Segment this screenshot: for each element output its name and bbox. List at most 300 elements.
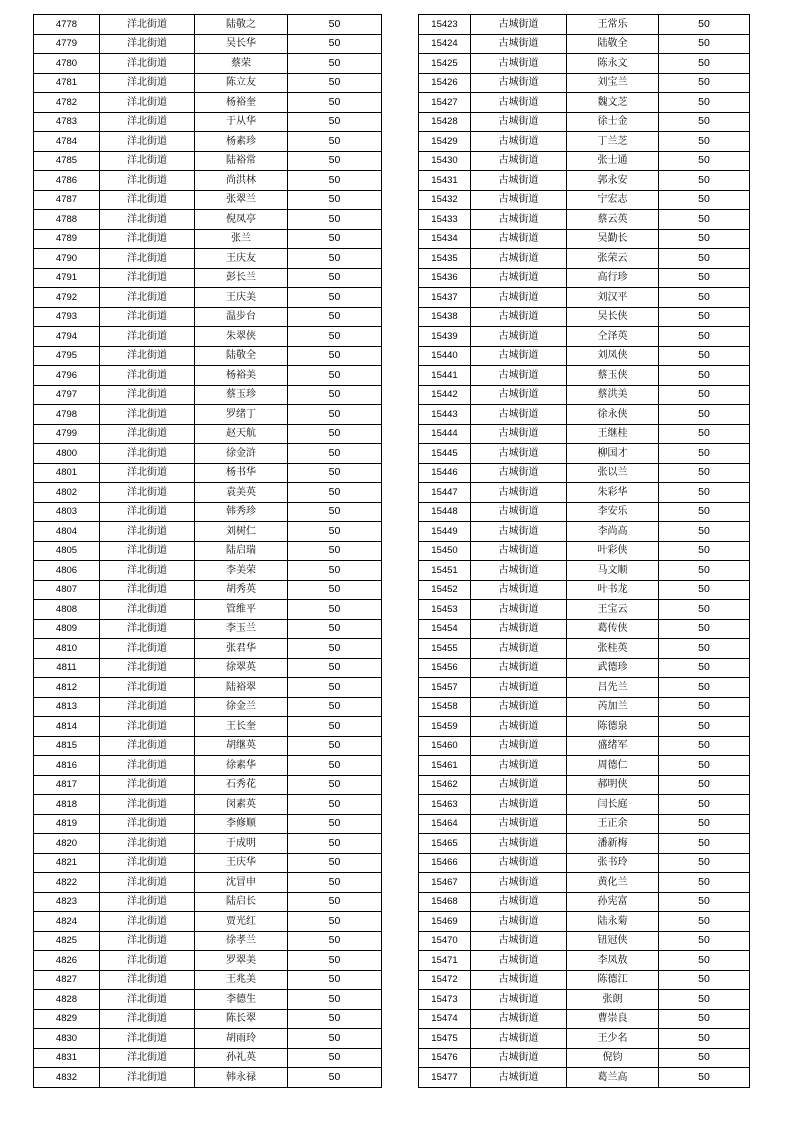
- cell-name: 蔡玉侠: [567, 366, 659, 386]
- cell-number: 15467: [419, 873, 471, 893]
- table-row: [419, 541, 750, 561]
- cell-street: 洋北街道: [100, 385, 195, 405]
- cell-street: 洋北街道: [100, 346, 195, 366]
- table-row: [34, 834, 382, 854]
- cell-amount: 50: [659, 931, 750, 951]
- cell-amount: 50: [659, 1009, 750, 1029]
- cell-number: 4791: [34, 268, 100, 288]
- cell-amount: 50: [659, 463, 750, 483]
- table-row: [419, 366, 750, 386]
- cell-number: 15458: [419, 697, 471, 717]
- cell-street: 洋北街道: [100, 190, 195, 210]
- table-row: [419, 54, 750, 74]
- cell-street: 古城街道: [471, 1029, 567, 1049]
- cell-number: 15440: [419, 346, 471, 366]
- table-row: [34, 853, 382, 873]
- cell-amount: 50: [659, 541, 750, 561]
- cell-name: 王庆友: [195, 249, 288, 269]
- cell-street: 洋北街道: [100, 34, 195, 54]
- cell-street: 洋北街道: [100, 756, 195, 776]
- cell-street: 古城街道: [471, 1009, 567, 1029]
- cell-amount: 50: [288, 697, 382, 717]
- table-row: [34, 756, 382, 776]
- cell-street: 古城街道: [471, 346, 567, 366]
- table-row: [34, 405, 382, 425]
- cell-amount: 50: [288, 814, 382, 834]
- cell-number: 4832: [34, 1068, 100, 1088]
- cell-street: 古城街道: [471, 463, 567, 483]
- cell-name: 陈长翠: [195, 1009, 288, 1029]
- cell-name: 陈立友: [195, 73, 288, 93]
- cell-number: 15461: [419, 756, 471, 776]
- cell-name: 李修顺: [195, 814, 288, 834]
- cell-amount: 50: [288, 1029, 382, 1049]
- cell-number: 4815: [34, 736, 100, 756]
- cell-street: 洋北街道: [100, 717, 195, 737]
- cell-amount: 50: [659, 307, 750, 327]
- cell-street: 洋北街道: [100, 1068, 195, 1088]
- table-row: [419, 756, 750, 776]
- cell-number: 15441: [419, 366, 471, 386]
- cell-number: 4805: [34, 541, 100, 561]
- table-row: [34, 580, 382, 600]
- table-row: [419, 151, 750, 171]
- cell-street: 洋北街道: [100, 1048, 195, 1068]
- cell-amount: 50: [659, 93, 750, 113]
- cell-street: 洋北街道: [100, 112, 195, 132]
- cell-street: 古城街道: [471, 951, 567, 971]
- cell-amount: 50: [659, 112, 750, 132]
- cell-street: 古城街道: [471, 834, 567, 854]
- cell-name: 李德生: [195, 990, 288, 1010]
- cell-amount: 50: [288, 171, 382, 191]
- cell-name: 武德珍: [567, 658, 659, 678]
- cell-number: 15447: [419, 483, 471, 503]
- cell-amount: 50: [659, 619, 750, 639]
- cell-number: 4828: [34, 990, 100, 1010]
- cell-amount: 50: [659, 814, 750, 834]
- table-row: [34, 483, 382, 503]
- cell-number: 4793: [34, 307, 100, 327]
- table-row: [34, 210, 382, 230]
- cell-number: 15457: [419, 678, 471, 698]
- table-row: [34, 366, 382, 386]
- cell-street: 古城街道: [471, 151, 567, 171]
- cell-street: 洋北街道: [100, 268, 195, 288]
- table-row: [34, 951, 382, 971]
- cell-number: 15434: [419, 229, 471, 249]
- cell-street: 洋北街道: [100, 444, 195, 464]
- cell-number: 4808: [34, 600, 100, 620]
- cell-amount: 50: [288, 405, 382, 425]
- table-row: [34, 1068, 382, 1088]
- cell-name: 朱彩华: [567, 483, 659, 503]
- table-row: [34, 444, 382, 464]
- cell-name: 温步台: [195, 307, 288, 327]
- cell-amount: 50: [288, 951, 382, 971]
- table-row: [34, 775, 382, 795]
- cell-street: 洋北街道: [100, 171, 195, 191]
- cell-amount: 50: [288, 190, 382, 210]
- cell-amount: 50: [288, 678, 382, 698]
- cell-name: 徐金浒: [195, 444, 288, 464]
- table-row: [419, 990, 750, 1010]
- table-row: [34, 424, 382, 444]
- cell-name: 芮加兰: [567, 697, 659, 717]
- cell-number: 15450: [419, 541, 471, 561]
- cell-name: 张以兰: [567, 463, 659, 483]
- cell-street: 古城街道: [471, 619, 567, 639]
- cell-amount: 50: [288, 912, 382, 932]
- cell-number: 4780: [34, 54, 100, 74]
- cell-name: 孙宪富: [567, 892, 659, 912]
- cell-number: 15453: [419, 600, 471, 620]
- cell-name: 胡秀英: [195, 580, 288, 600]
- cell-amount: 50: [288, 834, 382, 854]
- cell-number: 4795: [34, 346, 100, 366]
- cell-amount: 50: [659, 268, 750, 288]
- cell-number: 15451: [419, 561, 471, 581]
- cell-name: 袁美英: [195, 483, 288, 503]
- cell-amount: 50: [288, 444, 382, 464]
- cell-name: 葛兰高: [567, 1068, 659, 1088]
- cell-number: 15468: [419, 892, 471, 912]
- cell-number: 15423: [419, 15, 471, 35]
- cell-street: 古城街道: [471, 1068, 567, 1088]
- cell-name: 王宝云: [567, 600, 659, 620]
- table-row: [419, 112, 750, 132]
- cell-number: 15452: [419, 580, 471, 600]
- cell-street: 洋北街道: [100, 463, 195, 483]
- cell-street: 古城街道: [471, 561, 567, 581]
- cell-name: 胡继英: [195, 736, 288, 756]
- cell-number: 4801: [34, 463, 100, 483]
- table-row: [419, 639, 750, 659]
- cell-amount: 50: [659, 600, 750, 620]
- cell-number: 15476: [419, 1048, 471, 1068]
- cell-street: 古城街道: [471, 210, 567, 230]
- cell-street: 洋北街道: [100, 132, 195, 152]
- cell-name: 吕先兰: [567, 678, 659, 698]
- cell-name: 陈永文: [567, 54, 659, 74]
- cell-amount: 50: [659, 561, 750, 581]
- cell-number: 4807: [34, 580, 100, 600]
- cell-name: 叶书龙: [567, 580, 659, 600]
- cell-number: 15469: [419, 912, 471, 932]
- cell-amount: 50: [288, 249, 382, 269]
- cell-amount: 50: [659, 54, 750, 74]
- cell-street: 洋北街道: [100, 366, 195, 386]
- cell-amount: 50: [288, 619, 382, 639]
- cell-amount: 50: [288, 580, 382, 600]
- table-row: [419, 600, 750, 620]
- cell-number: 4819: [34, 814, 100, 834]
- cell-name: 陆启瑞: [195, 541, 288, 561]
- cell-amount: 50: [288, 639, 382, 659]
- cell-number: 4802: [34, 483, 100, 503]
- cell-name: 王常乐: [567, 15, 659, 35]
- cell-number: 4803: [34, 502, 100, 522]
- table-row: [34, 619, 382, 639]
- cell-street: 古城街道: [471, 385, 567, 405]
- cell-name: 李安乐: [567, 502, 659, 522]
- cell-name: 孙礼英: [195, 1048, 288, 1068]
- cell-amount: 50: [288, 73, 382, 93]
- cell-amount: 50: [288, 717, 382, 737]
- cell-number: 4787: [34, 190, 100, 210]
- cell-name: 张君华: [195, 639, 288, 659]
- table-row: [419, 795, 750, 815]
- cell-name: 闵素英: [195, 795, 288, 815]
- cell-amount: 50: [288, 561, 382, 581]
- table-row: [419, 171, 750, 191]
- table-row: [419, 34, 750, 54]
- cell-number: 4814: [34, 717, 100, 737]
- cell-amount: 50: [659, 73, 750, 93]
- cell-number: 4798: [34, 405, 100, 425]
- cell-street: 古城街道: [471, 483, 567, 503]
- cell-number: 15424: [419, 34, 471, 54]
- cell-name: 仝泽英: [567, 327, 659, 347]
- cell-amount: 50: [288, 522, 382, 542]
- cell-amount: 50: [288, 54, 382, 74]
- cell-name: 陆敬之: [195, 15, 288, 35]
- cell-number: 4826: [34, 951, 100, 971]
- cell-name: 杨裕美: [195, 366, 288, 386]
- cell-name: 李美荣: [195, 561, 288, 581]
- cell-number: 4794: [34, 327, 100, 347]
- cell-number: 4812: [34, 678, 100, 698]
- cell-amount: 50: [659, 697, 750, 717]
- cell-street: 古城街道: [471, 112, 567, 132]
- cell-name: 陆启长: [195, 892, 288, 912]
- cell-number: 15435: [419, 249, 471, 269]
- cell-number: 15470: [419, 931, 471, 951]
- table-row: [419, 210, 750, 230]
- cell-name: 马文顺: [567, 561, 659, 581]
- cell-street: 古城街道: [471, 912, 567, 932]
- cell-street: 洋北街道: [100, 307, 195, 327]
- cell-number: 15436: [419, 268, 471, 288]
- cell-street: 古城街道: [471, 580, 567, 600]
- cell-amount: 50: [659, 249, 750, 269]
- cell-number: 15455: [419, 639, 471, 659]
- right-roster-table: [418, 14, 750, 1088]
- cell-number: 15428: [419, 112, 471, 132]
- table-row: [34, 541, 382, 561]
- cell-street: 洋北街道: [100, 736, 195, 756]
- cell-name: 罗翠美: [195, 951, 288, 971]
- table-row: [34, 600, 382, 620]
- cell-name: 李凤敖: [567, 951, 659, 971]
- table-row: [34, 970, 382, 990]
- cell-amount: 50: [288, 15, 382, 35]
- cell-name: 彭长兰: [195, 268, 288, 288]
- cell-street: 洋北街道: [100, 834, 195, 854]
- table-row: [34, 873, 382, 893]
- cell-amount: 50: [288, 736, 382, 756]
- cell-street: 洋北街道: [100, 327, 195, 347]
- cell-street: 洋北街道: [100, 15, 195, 35]
- cell-number: 4823: [34, 892, 100, 912]
- table-row: [419, 873, 750, 893]
- cell-name: 刘凤侠: [567, 346, 659, 366]
- table-row: [34, 522, 382, 542]
- cell-street: 洋北街道: [100, 1009, 195, 1029]
- table-row: [419, 931, 750, 951]
- cell-amount: 50: [659, 892, 750, 912]
- table-row: [34, 268, 382, 288]
- cell-number: 15475: [419, 1029, 471, 1049]
- cell-name: 徐士金: [567, 112, 659, 132]
- cell-number: 4817: [34, 775, 100, 795]
- cell-street: 古城街道: [471, 54, 567, 74]
- cell-street: 洋北街道: [100, 93, 195, 113]
- cell-name: 罗绪丁: [195, 405, 288, 425]
- cell-name: 王少名: [567, 1029, 659, 1049]
- cell-amount: 50: [288, 795, 382, 815]
- cell-street: 古城街道: [471, 34, 567, 54]
- cell-amount: 50: [288, 463, 382, 483]
- cell-amount: 50: [288, 229, 382, 249]
- table-row: [34, 990, 382, 1010]
- table-row: [34, 93, 382, 113]
- cell-number: 4785: [34, 151, 100, 171]
- cell-name: 王庆华: [195, 853, 288, 873]
- table-row: [34, 795, 382, 815]
- table-row: [419, 892, 750, 912]
- cell-name: 盛绪军: [567, 736, 659, 756]
- cell-amount: 50: [659, 1048, 750, 1068]
- cell-number: 15462: [419, 775, 471, 795]
- cell-street: 古城街道: [471, 190, 567, 210]
- cell-street: 洋北街道: [100, 892, 195, 912]
- cell-name: 张朗: [567, 990, 659, 1010]
- cell-street: 洋北街道: [100, 54, 195, 74]
- table-row: [34, 931, 382, 951]
- cell-street: 古城街道: [471, 756, 567, 776]
- cell-name: 蔡玉珍: [195, 385, 288, 405]
- cell-name: 尚洪林: [195, 171, 288, 191]
- cell-street: 古城街道: [471, 736, 567, 756]
- cell-street: 洋北街道: [100, 502, 195, 522]
- cell-street: 古城街道: [471, 658, 567, 678]
- cell-number: 4830: [34, 1029, 100, 1049]
- cell-name: 刘树仁: [195, 522, 288, 542]
- cell-name: 周德仁: [567, 756, 659, 776]
- cell-street: 古城街道: [471, 873, 567, 893]
- cell-number: 4829: [34, 1009, 100, 1029]
- table-row: [419, 814, 750, 834]
- cell-name: 张兰: [195, 229, 288, 249]
- cell-name: 张荣云: [567, 249, 659, 269]
- cell-street: 古城街道: [471, 717, 567, 737]
- table-row: [419, 307, 750, 327]
- cell-street: 古城街道: [471, 424, 567, 444]
- cell-amount: 50: [288, 853, 382, 873]
- cell-name: 钮冠侠: [567, 931, 659, 951]
- cell-street: 洋北街道: [100, 405, 195, 425]
- table-row: [419, 717, 750, 737]
- cell-street: 古城街道: [471, 171, 567, 191]
- cell-name: 陈德江: [567, 970, 659, 990]
- cell-number: 15464: [419, 814, 471, 834]
- cell-name: 陆敬全: [195, 346, 288, 366]
- cell-name: 倪凤亭: [195, 210, 288, 230]
- table-row: [419, 697, 750, 717]
- cell-name: 陆裕常: [195, 151, 288, 171]
- cell-street: 古城街道: [471, 541, 567, 561]
- cell-number: 15473: [419, 990, 471, 1010]
- cell-name: 沈冒申: [195, 873, 288, 893]
- table-row: [34, 346, 382, 366]
- cell-name: 贾光红: [195, 912, 288, 932]
- cell-number: 15459: [419, 717, 471, 737]
- cell-street: 古城街道: [471, 268, 567, 288]
- cell-street: 古城街道: [471, 444, 567, 464]
- table-row: [419, 912, 750, 932]
- cell-name: 韩秀珍: [195, 502, 288, 522]
- cell-street: 洋北街道: [100, 619, 195, 639]
- table-row: [419, 132, 750, 152]
- table-row: [419, 229, 750, 249]
- cell-number: 4799: [34, 424, 100, 444]
- cell-number: 15448: [419, 502, 471, 522]
- cell-number: 15474: [419, 1009, 471, 1029]
- table-row: [34, 1009, 382, 1029]
- cell-name: 陆永菊: [567, 912, 659, 932]
- cell-amount: 50: [288, 658, 382, 678]
- cell-amount: 50: [659, 951, 750, 971]
- table-row: [34, 697, 382, 717]
- cell-amount: 50: [659, 132, 750, 152]
- cell-name: 吴勤长: [567, 229, 659, 249]
- cell-number: 15463: [419, 795, 471, 815]
- table-row: [34, 814, 382, 834]
- cell-amount: 50: [659, 873, 750, 893]
- cell-amount: 50: [288, 1068, 382, 1088]
- cell-street: 古城街道: [471, 931, 567, 951]
- cell-street: 洋北街道: [100, 580, 195, 600]
- cell-name: 陆敬全: [567, 34, 659, 54]
- cell-name: 葛传侠: [567, 619, 659, 639]
- cell-number: 15445: [419, 444, 471, 464]
- cell-name: 李尚高: [567, 522, 659, 542]
- cell-number: 4788: [34, 210, 100, 230]
- cell-amount: 50: [659, 171, 750, 191]
- table-row: [34, 34, 382, 54]
- cell-street: 古城街道: [471, 502, 567, 522]
- cell-street: 古城街道: [471, 814, 567, 834]
- cell-street: 洋北街道: [100, 814, 195, 834]
- cell-street: 古城街道: [471, 288, 567, 308]
- cell-amount: 50: [288, 424, 382, 444]
- cell-amount: 50: [659, 151, 750, 171]
- cell-number: 15425: [419, 54, 471, 74]
- cell-number: 15477: [419, 1068, 471, 1088]
- cell-street: 洋北街道: [100, 73, 195, 93]
- cell-amount: 50: [659, 424, 750, 444]
- cell-amount: 50: [659, 288, 750, 308]
- table-row: [34, 229, 382, 249]
- table-row: [34, 912, 382, 932]
- cell-name: 徐金兰: [195, 697, 288, 717]
- cell-name: 丁兰芝: [567, 132, 659, 152]
- cell-street: 洋北街道: [100, 775, 195, 795]
- table-row: [419, 405, 750, 425]
- table-row: [34, 54, 382, 74]
- table-row: [34, 639, 382, 659]
